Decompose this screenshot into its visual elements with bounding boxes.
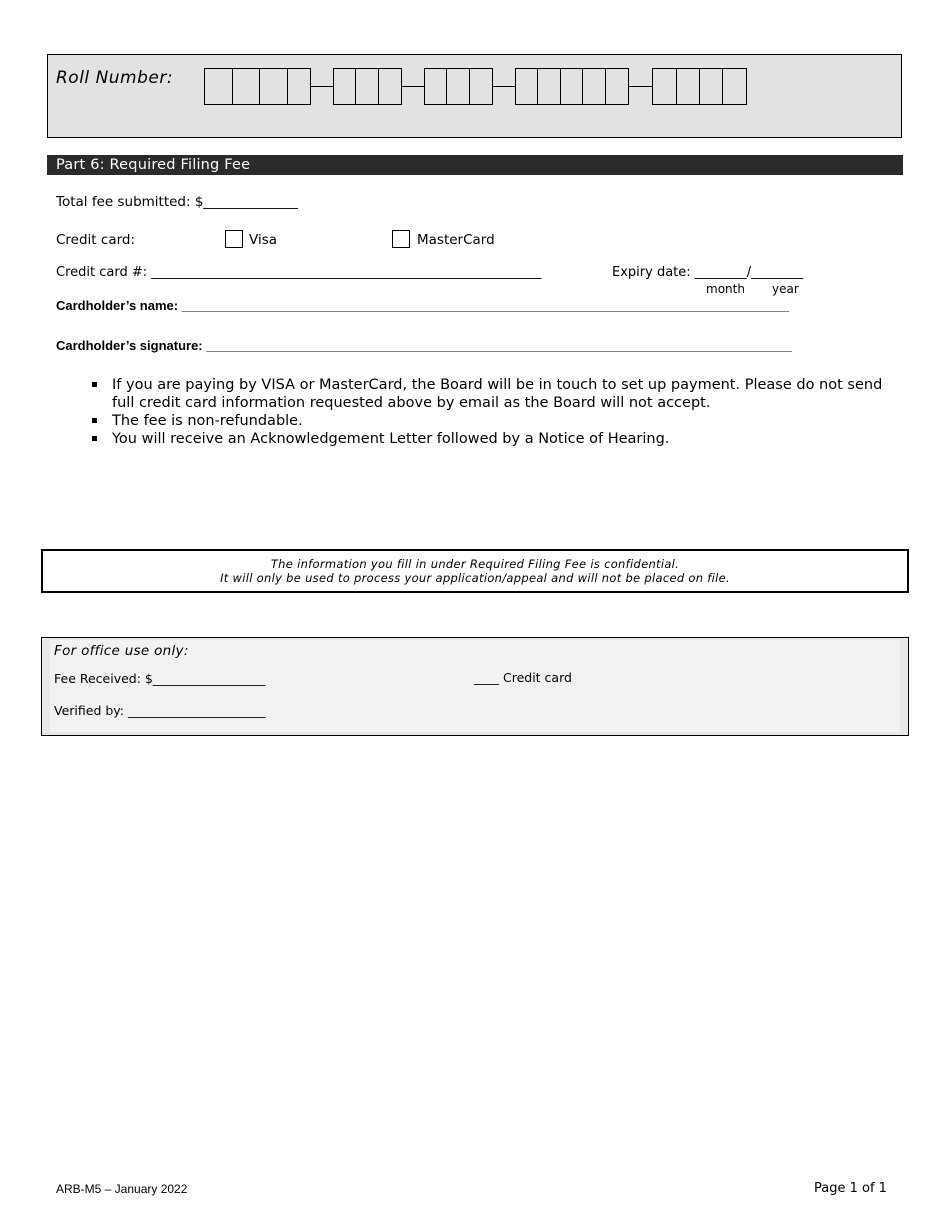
credit-card-label: Credit card: (56, 232, 136, 248)
cardholder-name-field[interactable]: Cardholder’s name: ____________________________________________________________________________________ (56, 298, 790, 313)
roll-digit-cell[interactable] (288, 69, 310, 104)
office-use-title: For office use only: (54, 643, 189, 659)
expiry-year-caption: year (772, 282, 799, 296)
roll-digit-cell[interactable] (379, 69, 401, 104)
roll-digit-cell[interactable] (677, 69, 700, 104)
confidential-notice (41, 549, 909, 593)
visa-label: Visa (249, 232, 277, 248)
cardholder-signature-field[interactable]: Cardholder’s signature: _________________________________________________________________________________ (56, 338, 792, 353)
roll-digit-cell[interactable] (606, 69, 628, 104)
list-item: The fee is non-refundable. (92, 412, 902, 430)
roll-separator (493, 86, 515, 87)
total-fee-field[interactable]: Total fee submitted: $______________ (56, 194, 298, 210)
roll-digit-cell[interactable] (425, 69, 447, 104)
roll-digit-cell[interactable] (260, 69, 288, 104)
roll-number-group-2[interactable] (333, 68, 402, 105)
mastercard-label: MasterCard (417, 232, 495, 248)
roll-separator (311, 86, 333, 87)
notes-list (92, 376, 902, 448)
fee-received-field[interactable]: Fee Received: $__________________ (54, 671, 266, 686)
roll-digit-cell[interactable] (561, 69, 583, 104)
mastercard-checkbox[interactable] (392, 230, 410, 248)
roll-digit-cell[interactable] (470, 69, 492, 104)
list-item: If you are paying by VISA or MasterCard, the Board will be in touch to set up payment. Please do not send full credit card information requested above by email as the Board will not accept. (92, 376, 902, 412)
confidential-line-2: It will only be used to process your application/appeal and will not be placed on file. (220, 571, 730, 585)
roll-number-group-5[interactable] (652, 68, 747, 105)
roll-digit-cell[interactable] (334, 69, 356, 104)
roll-separator (629, 86, 652, 87)
roll-separator (402, 86, 424, 87)
page-number: Page 1 of 1 (814, 1181, 887, 1196)
roll-digit-cell[interactable] (653, 69, 677, 104)
roll-digit-cell[interactable] (447, 69, 470, 104)
verified-by-field[interactable]: Verified by: ______________________ (54, 703, 266, 718)
office-credit-card-field[interactable]: ____ Credit card (474, 670, 572, 685)
roll-digit-cell[interactable] (700, 69, 723, 104)
expiry-date-field[interactable]: Expiry date: ________/________ (612, 265, 804, 280)
visa-checkbox[interactable] (225, 230, 243, 248)
roll-digit-cell[interactable] (205, 69, 233, 104)
roll-number-group-1[interactable] (204, 68, 311, 105)
confidential-line-1: The information you fill in under Required Filing Fee is confidential. (270, 557, 680, 571)
expiry-month-caption: month (706, 282, 745, 296)
roll-digit-cell[interactable] (723, 69, 746, 104)
roll-digit-cell[interactable] (356, 69, 379, 104)
credit-card-number-field[interactable]: Credit card #: ____________________________________________________________ (56, 265, 542, 280)
roll-digit-cell[interactable] (516, 69, 538, 104)
roll-number-group-3[interactable] (424, 68, 493, 105)
roll-digit-cell[interactable] (233, 69, 260, 104)
form-id: ARB-M5 – January 2022 (56, 1182, 188, 1196)
list-item: You will receive an Acknowledgement Letter followed by a Notice of Hearing. (92, 430, 902, 448)
roll-number-label: Roll Number: (56, 68, 174, 88)
section-header: Part 6: Required Filing Fee (47, 155, 903, 175)
roll-number-group-4[interactable] (515, 68, 629, 105)
roll-digit-cell[interactable] (538, 69, 561, 104)
roll-digit-cell[interactable] (583, 69, 606, 104)
